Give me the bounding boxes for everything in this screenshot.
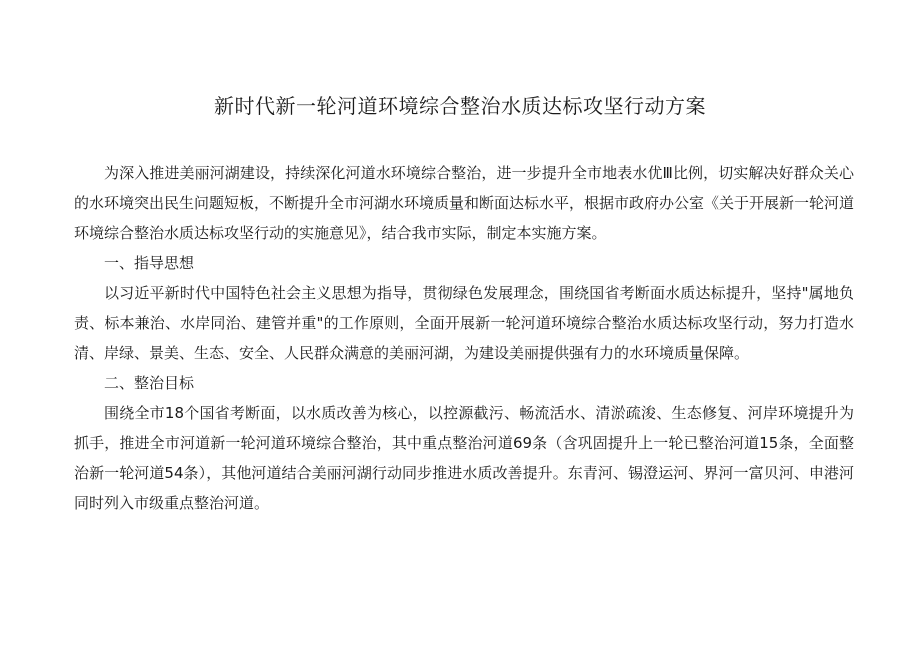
document-title: 新时代新一轮河道环境综合整治水质达标攻坚行动方案	[214, 94, 706, 118]
section-paragraph-guiding-ideology: 以习近平新时代中国特色社会主义思想为指导，贯彻绿色发展理念，围绕国省考断面水质达标提升，坚持"属地负责、标本兼治、水岸同治、建管并重"的工作原则，全面开展新一轮河道环境综合整治水质达标攻坚行动，努力打造水清、岸绿、景美、生态、安全、人民群众满意的美丽河湖，为建设美丽提供强有力的水环境质量保障。	[74, 284, 854, 362]
section-heading-targets: 二、整治目标	[104, 374, 195, 392]
document-body	[74, 158, 854, 518]
intro-paragraph: 为深入推进美丽河湖建设，持续深化河道水环境综合整治，进一步提升全市地表水优Ⅲ比例，切实解决好群众关心的水环境突出民生问题短板，不断提升全市河湖水环境质量和断面达标水平，根据市政府办公室《关于开展新一轮河道环境综合整治水质达标攻坚行动的实施意见》，结合我市实际，制定本实施方案。	[74, 164, 855, 242]
section-paragraph-targets: 围绕全市18个国省考断面，以水质改善为核心，以控源截污、畅流活水、清淤疏浚、生态修复、河岸环境提升为抓手，推进全市河道新一轮河道环境综合整治，其中重点整治河道69条（含巩固提升上一轮已整治河道15条，全面整治新一轮河道54条），其他河道结合美丽河湖行动同步推进水质改善提升。东青河、锡澄运河、界河一富贝河、申港河同时列入市级重点整治河道。	[74, 404, 854, 512]
section-heading-guiding-ideology: 一、指导思想	[104, 254, 195, 272]
